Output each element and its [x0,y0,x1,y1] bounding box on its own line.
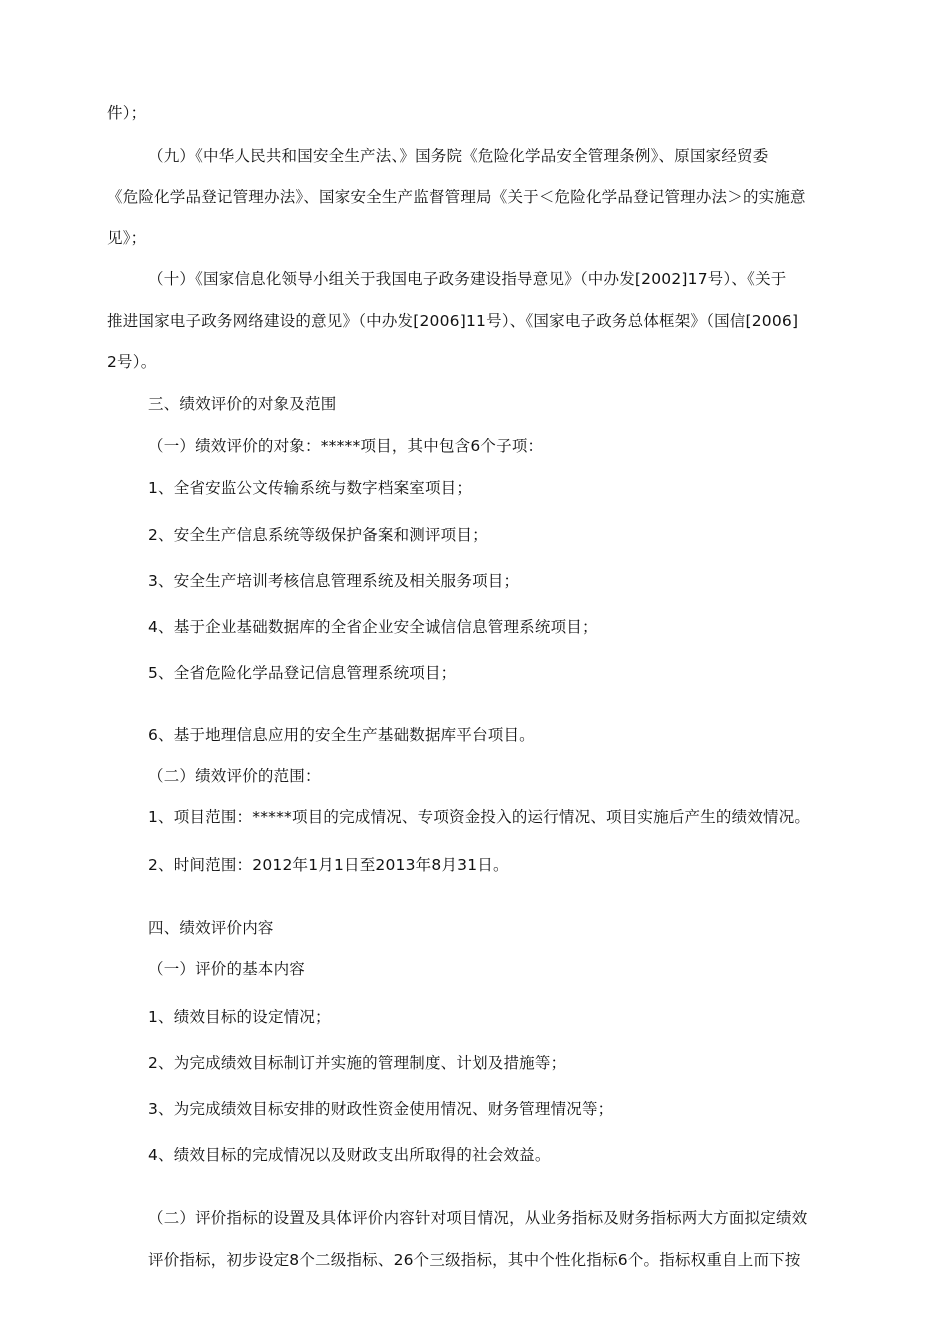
list-item: 2、安全生产信息系统等级保护备案和测评项目； [148,526,488,544]
list-item: 3、安全生产培训考核信息管理系统及相关服务项目； [148,572,520,590]
text-line: 推进国家电子政务网络建设的意见》（中办发[2006]11号）、《国家电子政务总体框架》（国信[2006] [107,312,799,330]
list-item: 4、绩效目标的完成情况以及财政支出所取得的社会效益。 [148,1146,551,1164]
list-item: 4、基于企业基础数据库的全省企业安全诚信信息管理系统项目； [148,618,598,636]
section-heading: 四、绩效评价内容 [148,919,274,937]
list-item: 1、项目范围：*****项目的完成情况、专项资金投入的运行情况、项目实施后产生的绩效情况。 [148,808,811,826]
list-item: 6、基于地理信息应用的安全生产基础数据库平台项目。 [148,726,535,744]
list-item: 2、时间范围：2012年1月1日至2013年8月31日。 [148,856,509,874]
text-line: （十）《国家信息化领导小组关于我国电子政务建设指导意见》（中办发[2002]17号）、《关于 [148,270,787,288]
section-heading: 三、绩效评价的对象及范围 [148,395,337,413]
text-line: 《危险化学品登记管理办法》、国家安全生产监督管理局《关于＜危险化学品登记管理办法＞的实施意 [107,188,806,206]
text-line: 评价指标，初步设定8个二级指标、26个三级指标，其中个性化指标6个。指标权重自上而下按 [148,1251,801,1269]
text-line: 件）； [107,104,147,122]
text-line: （二）评价指标的设置及具体评价内容针对项目情况，从业务指标及财务指标两大方面拟定绩效 [148,1209,808,1227]
list-item: 2、为完成绩效目标制订并实施的管理制度、计划及措施等； [148,1054,567,1072]
text-line: （一）评价的基本内容 [148,960,306,978]
list-item: 1、绩效目标的设定情况； [148,1008,331,1026]
list-item: 1、全省安监公文传输系统与数字档案室项目； [148,479,473,497]
text-line: （一）绩效评价的对象：*****项目，其中包含6个子项： [148,437,544,455]
text-line: 2号）。 [107,353,157,371]
list-item: 5、全省危险化学品登记信息管理系统项目； [148,664,457,682]
text-line: 见》； [107,229,147,247]
text-line: （二）绩效评价的范围： [148,767,321,785]
list-item: 3、为完成绩效目标安排的财政性资金使用情况、财务管理情况等； [148,1100,614,1118]
text-line: （九）《中华人民共和国安全生产法、》国务院《危险化学品安全管理条例》、原国家经贸委 [148,147,769,165]
